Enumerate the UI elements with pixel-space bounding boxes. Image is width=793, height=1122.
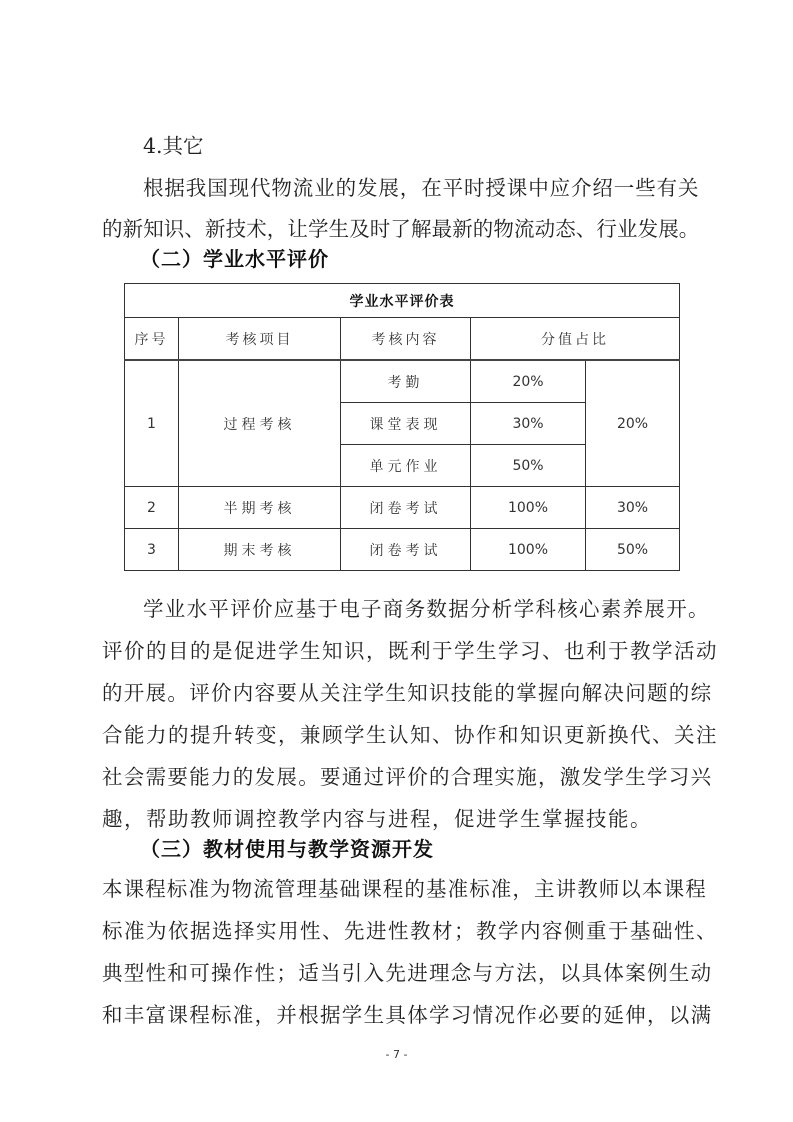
section-heading-3: （三）教材使用与教学资源开发: [140, 837, 434, 861]
cell-content: 闭卷考试: [341, 487, 471, 529]
header-content: 考核内容: [341, 318, 471, 361]
paragraph-line: 合能力的提升转变，兼顾学生认知、协作和知识更新换代、关注: [102, 723, 718, 747]
cell-weight: 20%: [586, 360, 680, 487]
cell-item: 过程考核: [179, 360, 341, 487]
cell-index: 3: [125, 529, 179, 571]
cell-score: 100%: [471, 487, 586, 529]
table-row: [125, 487, 680, 529]
cell-index: 2: [125, 487, 179, 529]
paragraph-line: 学业水平评价应基于电子商务数据分析学科核心素养展开。: [143, 597, 710, 621]
cell-content: 考勤: [341, 360, 471, 403]
paragraph-line: 本课程标准为物流管理基础课程的基准标准，主讲教师以本课程: [102, 877, 707, 901]
cell-item: 半期考核: [179, 487, 341, 529]
paragraph-line: 根据我国现代物流业的发展，在平时授课中应介绍一些有关: [143, 176, 700, 200]
item-4-label: 4.其它: [143, 134, 204, 158]
cell-item: 期末考核: [179, 529, 341, 571]
page-number: - 7 -: [385, 1048, 408, 1061]
paragraph-line: 标准为依据选择实用性、先进性教材；教学内容侧重于基础性、: [102, 919, 718, 943]
header-weight: 分值占比: [471, 318, 680, 361]
cell-content: 课堂表现: [341, 403, 471, 445]
table-row: [125, 529, 680, 571]
paragraph-line: 评价的目的是促进学生知识，既利于学生学习、也利于教学活动: [102, 639, 718, 663]
header-index: 序号: [125, 318, 179, 361]
table-row: [125, 360, 680, 403]
cell-score: 20%: [471, 360, 586, 403]
cell-weight: 30%: [586, 487, 680, 529]
table-title: 学业水平评价表: [125, 284, 680, 318]
cell-index: 1: [125, 360, 179, 487]
paragraph-line: 典型性和可操作性；适当引入先进理念与方法，以具体案例生动: [102, 961, 713, 985]
evaluation-table-container: [124, 283, 679, 571]
paragraph-line: 和丰富课程标准，并根据学生具体学习情况作必要的延伸，以满: [102, 1003, 713, 1027]
section-heading-2: （二）学业水平评价: [140, 247, 329, 271]
cell-content: 闭卷考试: [341, 529, 471, 571]
header-item: 考核项目: [179, 318, 341, 361]
paragraph-line: 趣，帮助教师调控教学内容与进程，促进学生掌握技能。: [102, 807, 652, 831]
cell-score: 50%: [471, 445, 586, 487]
table-header-row: [125, 318, 680, 361]
cell-content: 单元作业: [341, 445, 471, 487]
table-title-row: [125, 284, 680, 318]
evaluation-table: [124, 283, 680, 571]
paragraph-line: 的新知识、新技术，让学生及时了解最新的物流动态、行业发展。: [102, 217, 700, 241]
cell-score: 100%: [471, 529, 586, 571]
paragraph-line: 社会需要能力的发展。要通过评价的合理实施，激发学生学习兴: [102, 765, 713, 789]
cell-weight: 50%: [586, 529, 680, 571]
cell-score: 30%: [471, 403, 586, 445]
paragraph-line: 的开展。评价内容要从关注学生知识技能的掌握向解决问题的综: [102, 681, 713, 705]
